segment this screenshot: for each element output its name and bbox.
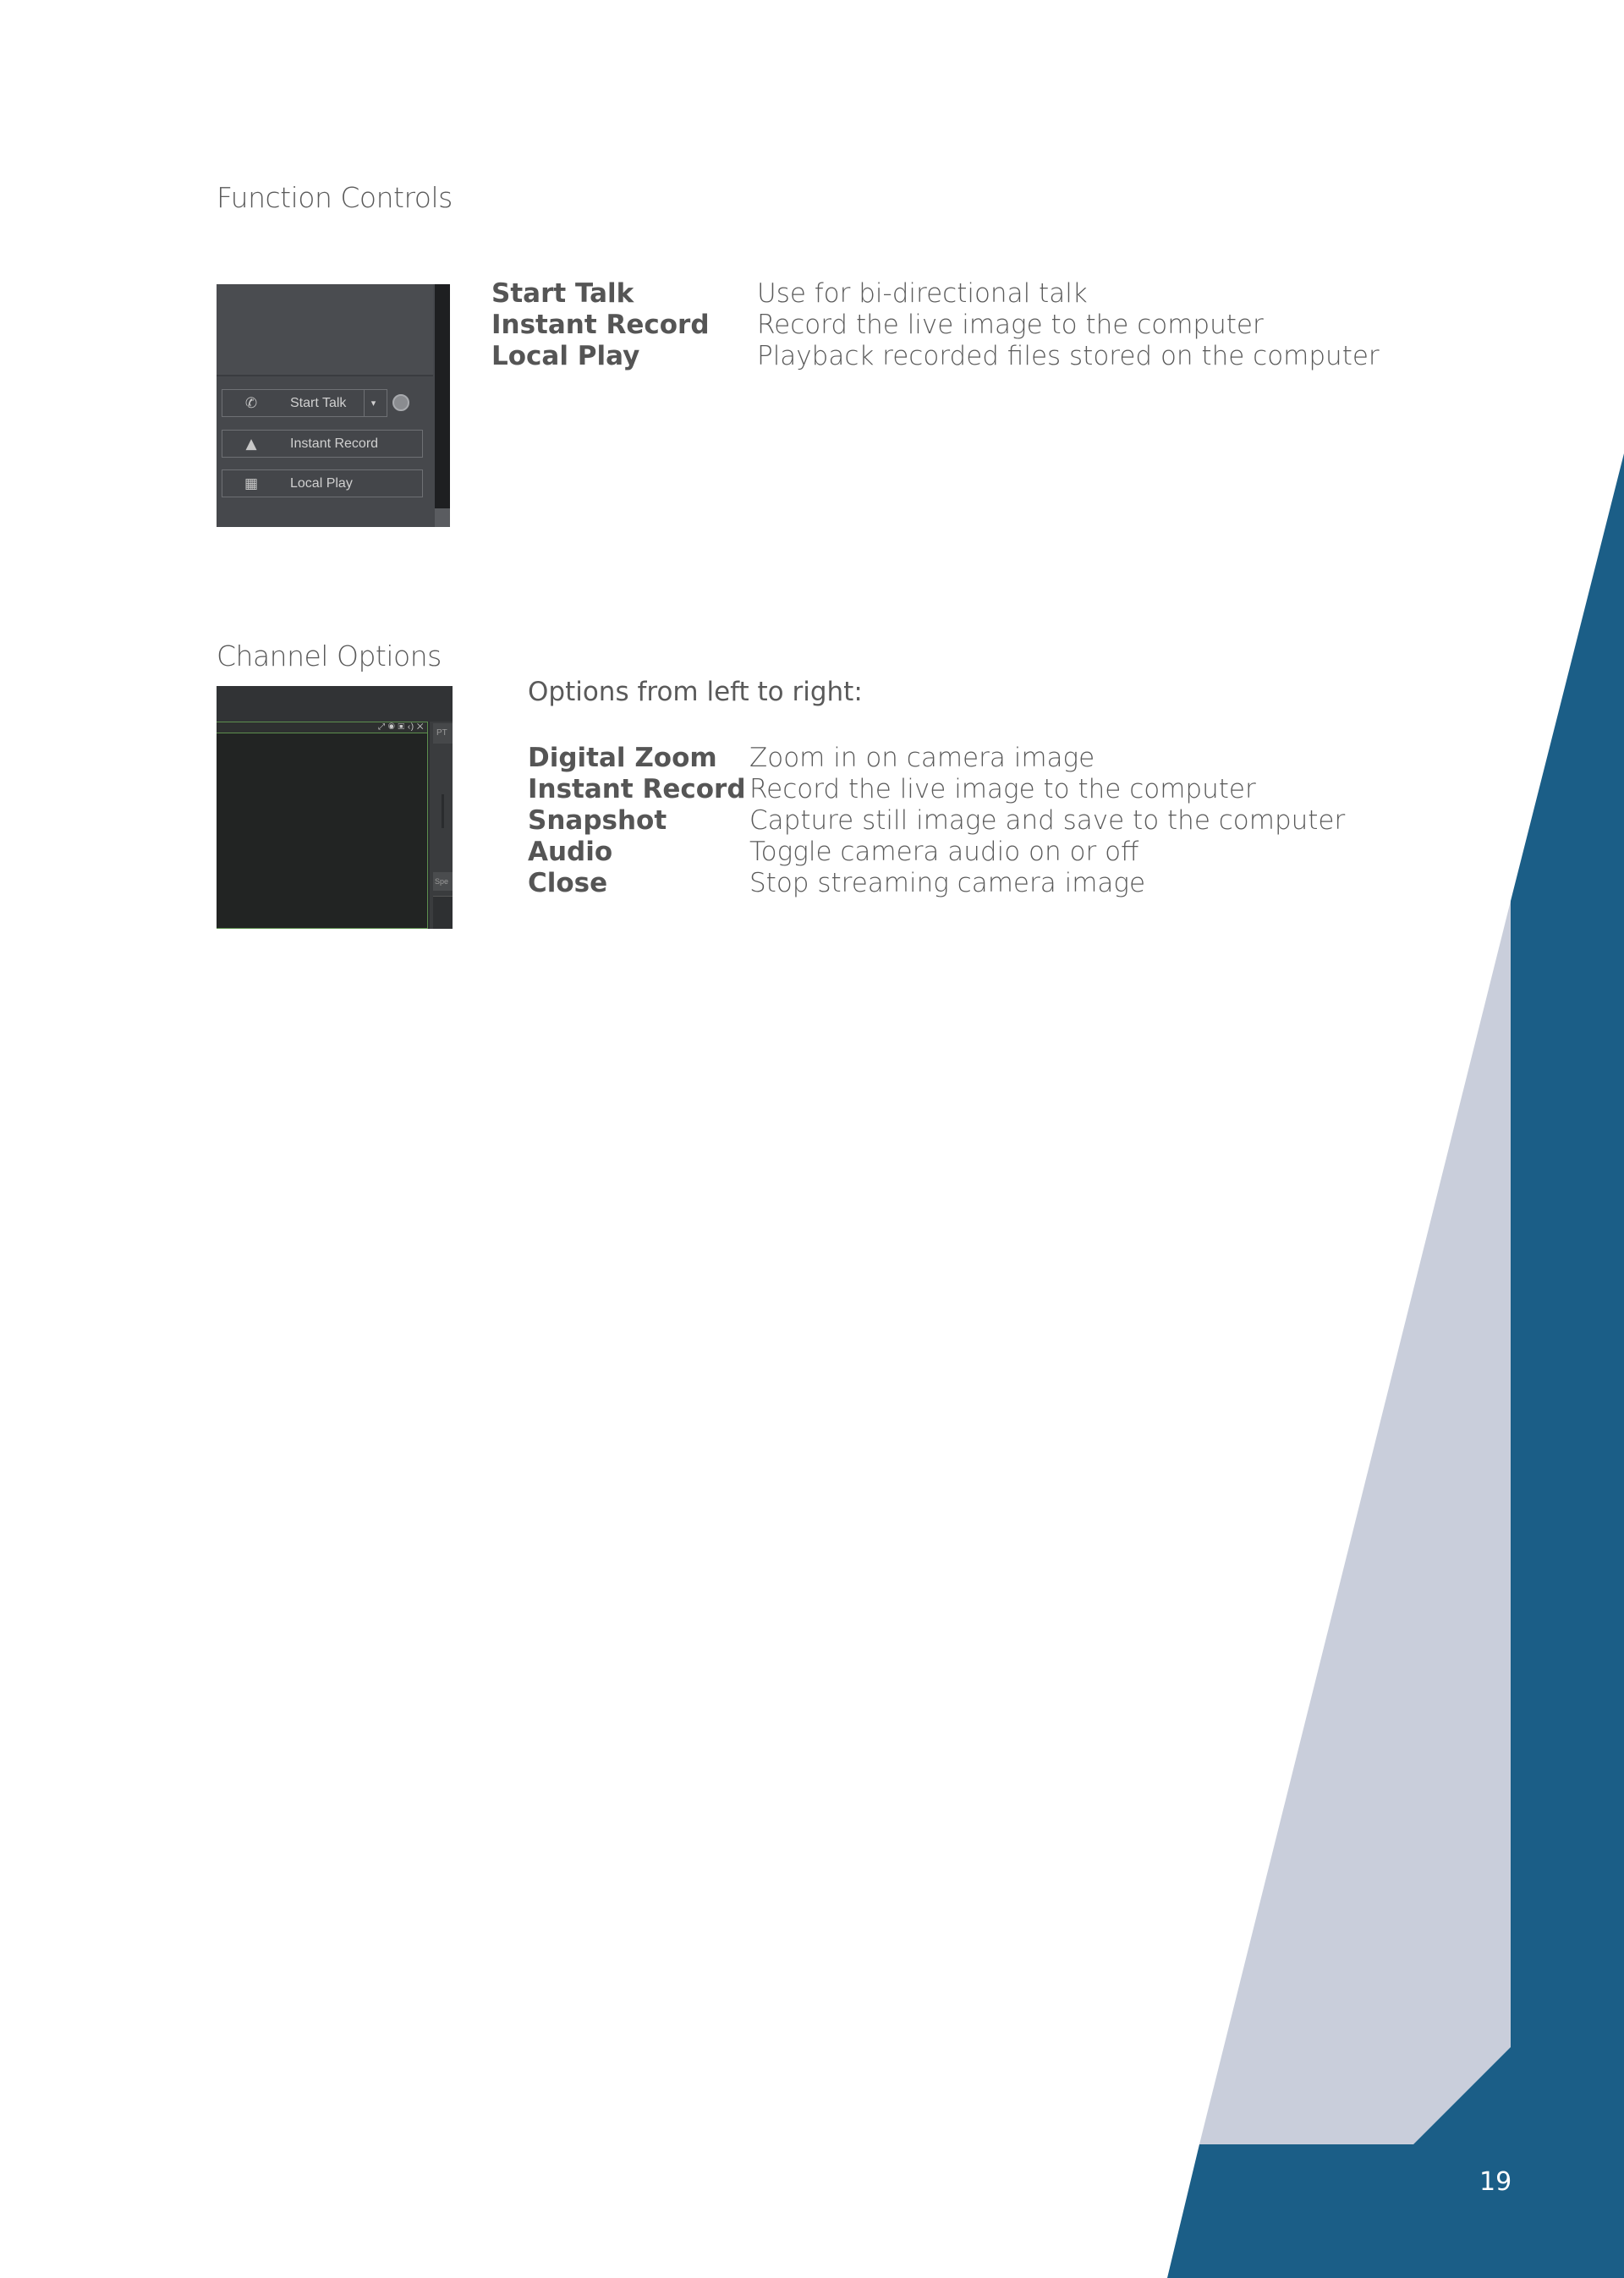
- channel-options-title: Channel Options: [217, 639, 442, 672]
- list-item: [528, 774, 1345, 805]
- list-item: [491, 278, 1380, 310]
- light-gray-shape: [1199, 901, 1511, 2144]
- function-controls-title: Function Controls: [217, 181, 453, 214]
- list-item: [528, 868, 1345, 899]
- item-definition: Record the live image to the computer: [757, 310, 1264, 340]
- warning-icon: ▲: [245, 436, 257, 453]
- channel-controls-icons[interactable]: ⤢ ◉ ▣ ‹) ✕: [378, 722, 424, 732]
- channel-options-list: [528, 743, 1345, 899]
- item-term: Start Talk: [491, 278, 634, 309]
- list-item: [528, 743, 1345, 774]
- list-item: [528, 837, 1345, 868]
- function-controls-screenshot: [217, 284, 450, 527]
- function-controls-list: [491, 278, 1380, 372]
- video-toolbar: [217, 722, 427, 733]
- instant-record-label: Instant Record: [290, 436, 379, 451]
- list-item: [528, 805, 1345, 837]
- item-definition: Stop streaming camera image: [749, 868, 1146, 898]
- item-term: Close: [528, 868, 608, 898]
- video-window[interactable]: [217, 722, 428, 929]
- item-term: Snapshot: [528, 805, 667, 836]
- start-talk-button[interactable]: [222, 389, 387, 417]
- item-term: Instant Record: [491, 310, 710, 340]
- item-term: Instant Record: [528, 774, 746, 804]
- channel-options-intro: Options from left to right:: [528, 677, 863, 707]
- panel-scrollbar: [435, 284, 450, 508]
- item-definition: Record the live image to the computer: [749, 774, 1256, 804]
- item-term: Digital Zoom: [528, 743, 717, 773]
- item-term: Local Play: [491, 341, 640, 371]
- page-number: 19: [1479, 2167, 1512, 2197]
- side-panel-divider: [442, 794, 444, 828]
- local-play-label: Local Play: [290, 476, 353, 491]
- status-circle-icon[interactable]: [392, 394, 409, 411]
- side-panel-tab[interactable]: PT: [433, 723, 453, 744]
- list-item: [491, 341, 1380, 372]
- panel-top-area: [217, 284, 433, 376]
- side-panel-speed: Spe: [433, 872, 453, 891]
- start-talk-dropdown-icon[interactable]: ▾: [364, 389, 382, 417]
- local-play-button[interactable]: [222, 469, 423, 497]
- panel-scrollbar-bottom: [435, 508, 450, 527]
- phone-icon: ✆: [244, 395, 258, 412]
- list-item: [491, 310, 1380, 341]
- side-panel-bottom: [433, 896, 453, 929]
- item-definition: Zoom in on camera image: [749, 743, 1095, 773]
- item-definition: Capture still image and save to the computer: [749, 805, 1346, 836]
- start-talk-label: Start Talk: [290, 396, 347, 410]
- channel-options-screenshot: [217, 686, 453, 929]
- item-definition: Use for bi-directional talk: [757, 278, 1088, 309]
- film-icon: ▦: [244, 475, 259, 492]
- instant-record-button[interactable]: [222, 430, 423, 458]
- item-term: Audio: [528, 837, 613, 867]
- item-definition: Toggle camera audio on or off: [749, 837, 1139, 867]
- item-definition: Playback recorded files stored on the computer: [757, 341, 1380, 371]
- screenshot-topbar: [217, 686, 453, 722]
